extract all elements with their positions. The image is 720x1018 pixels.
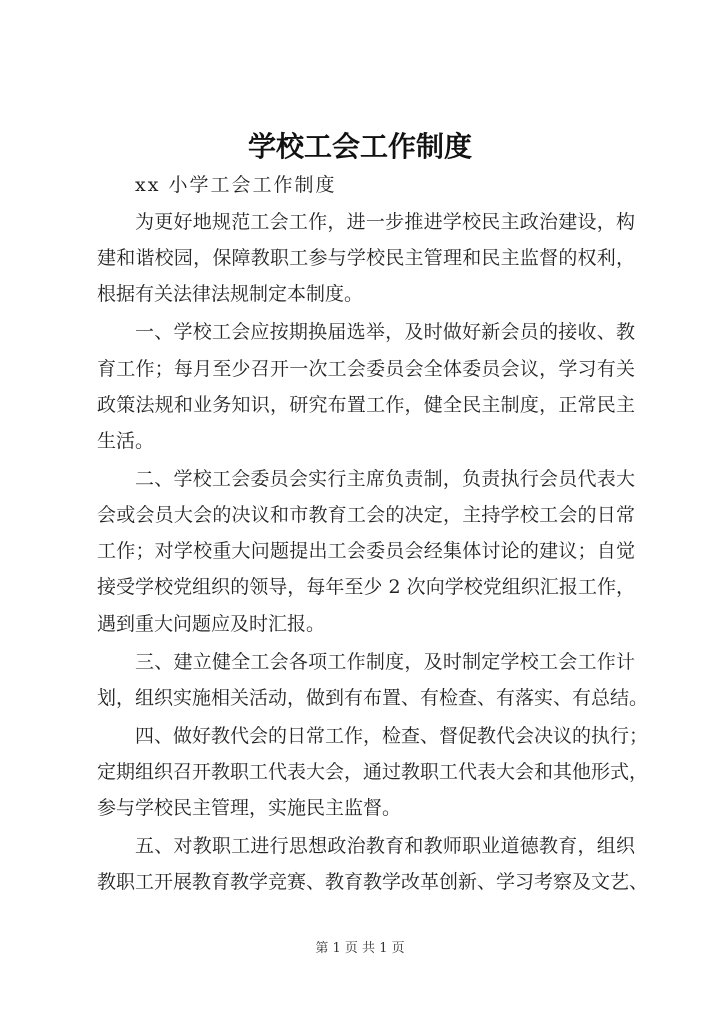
paragraph-line: 会或会员大会的决议和市教育工会的决定，主持学校工会的日常 — [97, 504, 635, 527]
paragraph-line: 工作；对学校重大问题提出工会委员会经集体讨论的建议；自觉 — [97, 540, 635, 563]
paragraph-line: 教职工开展教育教学竞赛、教育教学改革创新、学习考察及文艺、 — [97, 871, 649, 894]
paragraph-line: 为更好地规范工会工作，进一步推进学校民主政治建设，构 — [135, 211, 635, 233]
paragraph-line: 参与学校民主管理，实施民主监督。 — [97, 797, 402, 820]
paragraph-line: 生活。 — [97, 429, 155, 452]
page-number: 第 1 页 共 1 页 — [315, 941, 405, 956]
paragraph-line: 建和谐校园，保障教职工参与学校民主管理和民主监督的权利， — [97, 247, 635, 270]
paragraph — [97, 828, 649, 900]
paragraph-line: 遇到重大问题应及时汇报。 — [97, 612, 326, 635]
document-body — [97, 166, 649, 902]
paragraph — [97, 718, 649, 827]
paragraph-line: 划，组织实施相关活动，做到有布置、有检查、有落实、有总结。 — [97, 686, 649, 709]
paragraph-line: 根据有关法律法规制定本制度。 — [97, 283, 364, 306]
document-subtitle: xx 小学工会工作制度 — [135, 174, 337, 196]
paragraph-line: 政策法规和业务知识，研究布置工作，健全民主制度，正常民主 — [97, 393, 635, 416]
paragraph-line: 接受学校党组织的领导，每年至少 2 次向学校党组织汇报工作， — [97, 576, 635, 599]
paragraph-line: 一、学校工会应按期换届选举，及时做好新会员的接收、教 — [135, 321, 635, 344]
paragraph — [97, 644, 649, 716]
paragraph-line: 定期组织召开教职工代表大会，通过教职工代表大会和其他形式， — [97, 761, 649, 783]
paragraph — [97, 314, 635, 459]
paragraph-line: 育工作；每月至少召开一次工会委员会全体委员会议，学习有关 — [97, 357, 635, 380]
paragraph-line: 三、建立健全工会各项工作制度，及时制定学校工会工作计 — [135, 650, 635, 673]
paragraph — [97, 204, 635, 313]
paragraph-line: 二、学校工会委员会实行主席负责制，负责执行会员代表大 — [135, 467, 635, 490]
paragraph-line: 五、对教职工进行思想政治教育和教师职业道德教育，组织 — [135, 835, 635, 858]
paragraph — [97, 461, 635, 642]
document-title: 学校工会工作制度 — [247, 130, 472, 163]
paragraph-line: 四、做好教代会的日常工作，检查、督促教代会决议的执行； — [135, 724, 649, 747]
